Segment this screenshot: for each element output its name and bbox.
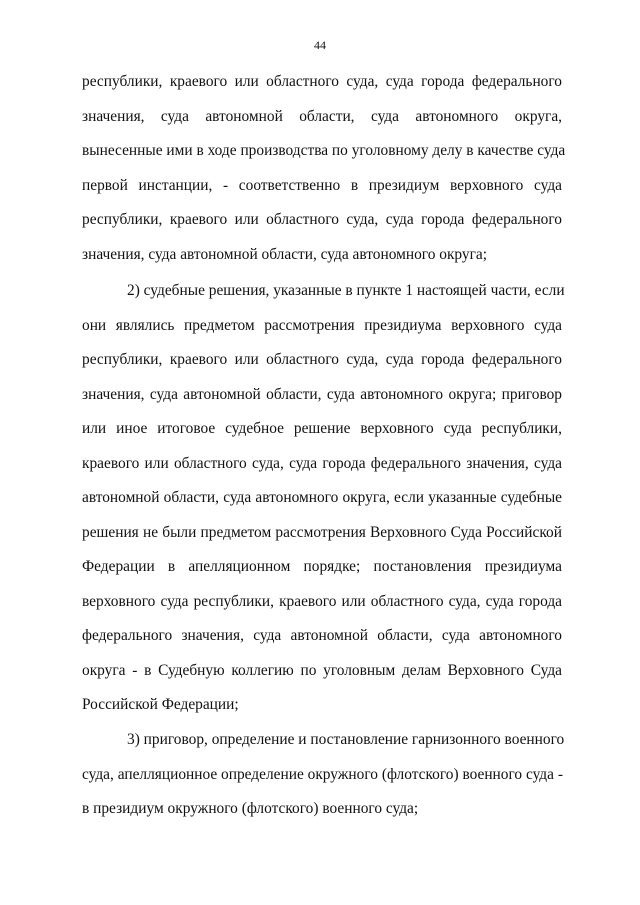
paragraph-item-2 bbox=[82, 281, 565, 730]
text-line: федерального значения, суда автономной области, суда автономного bbox=[82, 627, 562, 644]
text-line: в президиум окружного (флотского) военного суда; bbox=[82, 800, 419, 817]
text-line: округа - в Судебную коллегию по уголовным делам Верховного Суда bbox=[82, 661, 562, 679]
page-number: 44 bbox=[314, 38, 326, 52]
paragraph-continuation bbox=[82, 72, 566, 279]
text-line: решения не были предметом рассмотрения Верховного Суда Российской bbox=[82, 523, 562, 541]
text-line: республики, краевого или областного суда, суда города федерального bbox=[82, 211, 562, 228]
text-line: значения, суда автономной области, суда автономного округа; bbox=[82, 245, 488, 263]
text-line: Федерации в апелляционном порядке; постановления президиума bbox=[82, 558, 562, 575]
paragraph-item-3 bbox=[82, 730, 565, 834]
text-line: вынесенные ими в ходе производства по уголовному делу в качестве суда bbox=[82, 142, 566, 159]
text-line: Российской Федерации; bbox=[82, 696, 239, 713]
text-line: верховного суда республики, краевого или областного суда, суда города bbox=[82, 592, 562, 610]
text-line: они являлись предметом рассмотрения президиума верховного суда bbox=[82, 316, 562, 334]
text-line: 3) приговор, определение и постановление гарнизонного военного bbox=[127, 731, 565, 748]
text-line: краевого или областного суда, суда города федерального значения, суда bbox=[82, 454, 562, 472]
text-line: значения, суда автономной области, суда автономного округа; приговор bbox=[82, 385, 562, 403]
text-line: 2) судебные решения, указанные в пункте 1 настоящей части, если bbox=[127, 282, 565, 299]
text-line: первой инстанции, - соответственно в президиум верховного суда bbox=[82, 176, 562, 194]
text-line: республики, краевого или областного суда, суда города федерального bbox=[82, 73, 562, 90]
text-line: республики, краевого или областного суда, суда города федерального bbox=[82, 351, 562, 368]
text-line: или иное итоговое судебное решение верховного суда республики, bbox=[82, 420, 562, 437]
text-line: автономной области, суда автономного округа, если указанные судебные bbox=[82, 489, 562, 506]
text-line: суда, апелляционное определение окружного (флотского) военного суда - bbox=[82, 765, 563, 783]
text-line: значения, суда автономной области, суда автономного округа, bbox=[82, 107, 562, 125]
